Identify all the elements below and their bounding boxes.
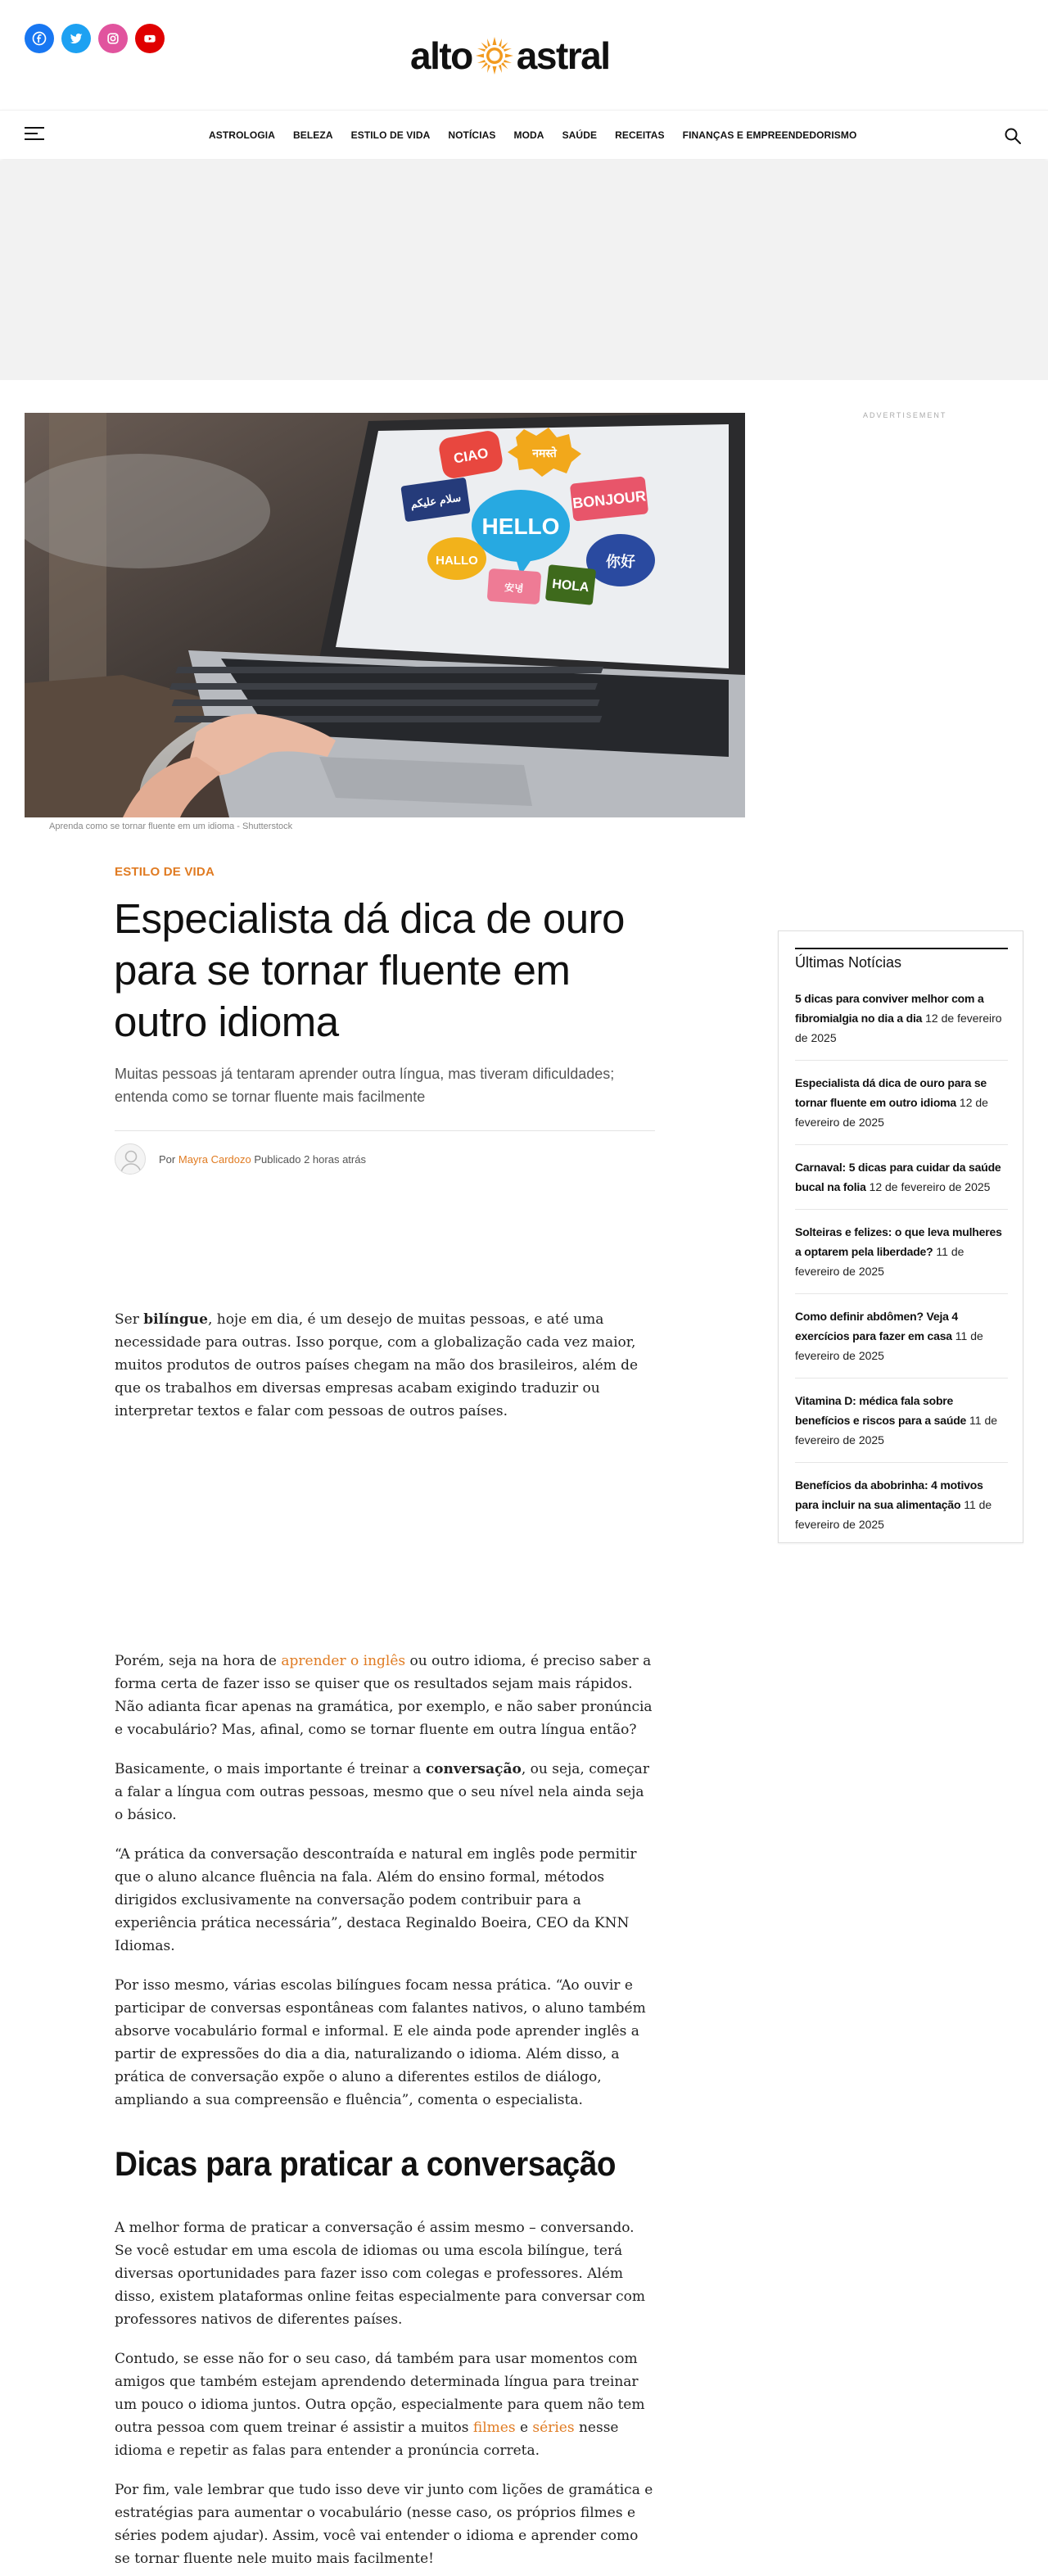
- svg-text:HELLO: HELLO: [481, 514, 560, 539]
- paragraph-8: Por fim, vale lembrar que tudo isso deve vir junto com lições de gramática e estratégias para aumentar o vocabulário (nesse caso, os próprios filmes e séries podem ajudar). Assim, você vai entender o idioma e aprender como se tornar fluente nele muito mais facilmente!: [115, 2482, 653, 2567]
- article-subtitle: Muitas pessoas já tentaram aprender outra língua, mas tiveram dificuldades; entenda como se tornar fluente mais facilmente: [115, 1066, 615, 1105]
- nav-item-noticias[interactable]: NOTÍCIAS: [448, 129, 496, 141]
- twitter-icon[interactable]: [61, 24, 91, 53]
- byline-prefix: Por: [159, 1153, 176, 1166]
- bubble-bonjour: [570, 476, 648, 521]
- social-links: [25, 24, 165, 53]
- svg-text:你好: 你好: [606, 554, 635, 570]
- nav-item-estilo-de-vida[interactable]: ESTILO DE VIDA: [350, 129, 431, 141]
- article-body-intro: [115, 1308, 655, 1439]
- facebook-icon[interactable]: [25, 24, 54, 53]
- bubble-nihao: [586, 534, 655, 586]
- svg-text:नमस्ते: नमस्ते: [532, 446, 557, 460]
- svg-text:CIAO: CIAO: [452, 445, 490, 467]
- nav-links: [209, 111, 856, 160]
- paragraph-2: Porém, seja na hora de aprender o inglês ou outro idioma, é preciso saber a forma certa de fazer isso se quiser que os resultados sejam mais rápidos. Não adianta ficar apenas na gramática, por exemplo, e não saber pronúncia e vocabulário? Mas, afinal, como se tornar fluente em outra língua então?: [115, 1653, 653, 1738]
- hamburger-menu-icon[interactable]: [25, 127, 44, 143]
- latest-news-heading: Últimas Notícias: [795, 948, 1008, 971]
- article-body: [115, 1650, 655, 2128]
- published-time: 2 horas atrás: [304, 1153, 366, 1166]
- sun-icon: [474, 35, 515, 76]
- ad-label: ADVERTISEMENT: [863, 411, 947, 419]
- article-body-tips: [115, 2216, 655, 2576]
- svg-text:HOLA: HOLA: [551, 577, 590, 595]
- link-filmes[interactable]: filmes: [472, 2420, 516, 2436]
- latest-news-list: [795, 989, 1008, 1559]
- svg-text:سلام عليكم: سلام عليكم: [409, 491, 463, 511]
- paragraph-6: A melhor forma de praticar a conversação é assim mesmo – conversando. Se você estudar em uma escola de idiomas ou uma escola bilíngue, terá diversas oportunidades para fazer isso com colegas e professores. Além disso, existem plataformas online feitas especialmente para conversar com professores nativos de diferentes países.: [115, 2220, 645, 2328]
- paragraph-1: Ser bilíngue, hoje em dia, é um desejo de muitas pessoas, e até uma necessidade para outras. Isso porque, com a globalização cada vez maior, muitos produtos de outros países chegam na mão dos brasileiros, além de que os trabalhos em diversas empresas acabam exigindo traduzir ou interpretar textos e falar com pessoas de outros países.: [115, 1311, 639, 1419]
- nav-item-receitas[interactable]: RECEITAS: [615, 129, 665, 141]
- paragraph-3: Basicamente, o mais importante é treinar a conversação, ou seja, começar a falar a língua com outras pessoas, mesmo que o seu nível nela ainda seja o básico.: [115, 1761, 649, 1823]
- hero-caption: Aprenda como se tornar fluente em um idioma - Shutterstock: [49, 822, 293, 831]
- nav-item-moda[interactable]: MODA: [513, 129, 544, 141]
- svg-text:HALLO: HALLO: [436, 554, 478, 568]
- instagram-icon[interactable]: [98, 24, 128, 53]
- laptop-illustration: [25, 413, 745, 817]
- nav-item-astrologia[interactable]: ASTROLOGIA: [209, 129, 275, 141]
- article-category[interactable]: ESTILO DE VIDA: [115, 865, 215, 879]
- svg-text:安녕: 安녕: [504, 582, 525, 595]
- bubble-hallo: [427, 537, 486, 580]
- ad-banner-top: [0, 161, 1048, 380]
- site-logo[interactable]: [410, 33, 610, 79]
- link-series[interactable]: séries: [532, 2420, 575, 2436]
- author-link[interactable]: Mayra Cardozo: [178, 1153, 251, 1166]
- published-prefix: Publicado: [254, 1153, 301, 1166]
- paragraph-7: Contudo, se esse não for o seu caso, dá também para usar momentos com amigos que também estejam aprendendo determinada língua para treinar um pouco o idioma juntos. Outra opção, especialmente para quem não tem outra pessoa com quem treinar é assistir a muitos filmes e séries nesse idioma e repetir as falas para entender a pronúncia correta.: [115, 2351, 645, 2459]
- logo-right-text: astral: [516, 34, 610, 77]
- news-item[interactable]: 5 dicas para conviver melhor com a fibromialgia no dia a dia 12 de fevereiro de 2025: [795, 989, 1008, 1061]
- news-item[interactable]: Vitamina D: médica fala sobre benefícios e riscos para a saúde 11 de fevereiro de 2025: [795, 1391, 1008, 1463]
- nav-item-beleza[interactable]: BELEZA: [293, 129, 333, 141]
- bubble-hola: [545, 564, 596, 605]
- site-header: [0, 0, 1048, 110]
- section-heading: Dicas para praticar a conversação: [115, 2144, 617, 2183]
- news-item[interactable]: Como definir abdômen? Veja 4 exercícios para fazer em casa 11 de fevereiro de 2025: [795, 1306, 1008, 1379]
- logo-left-text: alto: [410, 34, 472, 77]
- byline-divider: [115, 1130, 655, 1131]
- main-navigation: [0, 110, 1048, 159]
- article-byline: [159, 1153, 366, 1166]
- paragraph-4: “A prática da conversação descontraída e natural em inglês pode permitir que o aluno alcance fluência na fala. Além do ensino formal, métodos dirigidos exclusivamente na conversação podem contribuir para a experiência prática necessária”, destaca Reginaldo Boeira, CEO da KNN Idiomas.: [115, 1846, 637, 1954]
- link-aprender-ingles[interactable]: aprender o inglês: [281, 1653, 406, 1669]
- paragraph-5: Por isso mesmo, várias escolas bilíngues focam nessa prática. “Ao ouvir e participar de conversas espontâneas com falantes nativos, o aluno também absorve vocabulário formal e informal. E ele ainda pode aprender inglês a partir de expressões do dia a dia, naturalizando o idioma. Além disso, a prática de conversação expõe o aluno a diferentes estilos de diálogo, ampliando a sua compreensão e fluência”, comenta o especialista.: [115, 1977, 646, 2108]
- news-item[interactable]: Solteiras e felizes: o que leva mulheres a optarem pela liberdade? 11 de fevereiro de 2025: [795, 1222, 1008, 1294]
- news-item[interactable]: Especialista dá dica de ouro para se tornar fluente em outro idioma 12 de fevereiro de 2025: [795, 1073, 1008, 1145]
- youtube-icon[interactable]: [135, 24, 165, 53]
- bubble-annyeong: [487, 568, 542, 604]
- news-item[interactable]: Benefícios da abobrinha: 4 motivos para incluir na sua alimentação 11 de fevereiro de 2025: [795, 1478, 992, 1531]
- svg-text:BONJOUR: BONJOUR: [571, 487, 647, 512]
- author-avatar[interactable]: [115, 1143, 146, 1175]
- nav-item-financas[interactable]: FINANÇAS E EMPREENDEDORISMO: [682, 129, 857, 141]
- search-icon[interactable]: [1004, 127, 1022, 145]
- article-title: Especialista dá dica de ouro para se tornar fluente em outro idioma: [114, 895, 625, 1045]
- latest-news-widget: [778, 930, 1023, 1543]
- news-item[interactable]: Carnaval: 5 dicas para cuidar da saúde bucal na folia 12 de fevereiro de 2025: [795, 1157, 1008, 1210]
- nav-item-saude[interactable]: SAÚDE: [562, 129, 598, 141]
- hero-image: [25, 413, 745, 817]
